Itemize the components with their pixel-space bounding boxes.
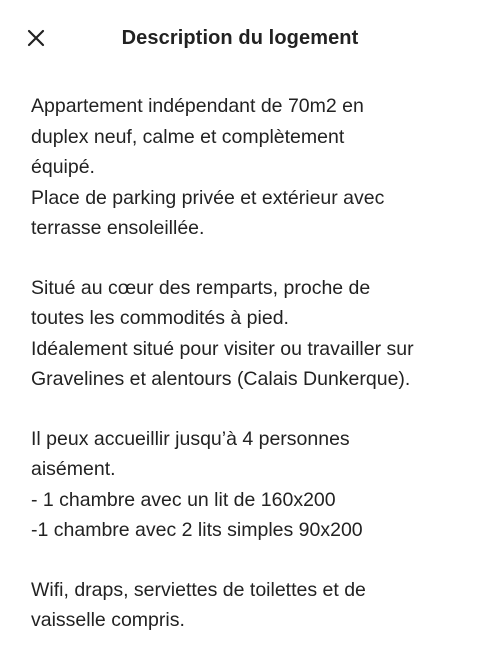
description-line: Gravelines et alentours (Calais Dunkerque). [31, 368, 411, 390]
description-line: Situé au cœur des remparts, proche de [31, 276, 371, 299]
description-line: Idéalement situé pour visiter ou travailler sur [31, 337, 414, 360]
description-paragraph [31, 273, 461, 395]
description-line: vaisselle compris. [31, 609, 185, 631]
description-line: duplex neuf, calme et complètement [31, 125, 345, 148]
description-line: -1 chambre avec 2 lits simples 90x200 [31, 519, 363, 541]
description-line: - 1 chambre avec un lit de 160x200 [31, 488, 336, 511]
modal-header [0, 0, 480, 76]
description-line: Place de parking privée et extérieur avec [31, 186, 385, 209]
description-paragraph [31, 424, 461, 546]
description-body [31, 91, 461, 665]
description-line: terrasse ensoleillée. [31, 217, 205, 239]
description-line: équipé. [31, 156, 95, 178]
description-line: Il peux accueillir jusqu’à 4 personnes [31, 427, 350, 450]
modal-title: Description du logement [121, 27, 359, 49]
description-line: Wifi, draps, serviettes de toilettes et de [31, 578, 366, 601]
description-paragraph [31, 575, 461, 636]
description-line: Appartement indépendant de 70m2 en [31, 95, 364, 117]
description-line: aisément. [31, 458, 116, 480]
description-line: toutes les commodités à pied. [31, 307, 289, 329]
description-paragraph [31, 91, 461, 244]
